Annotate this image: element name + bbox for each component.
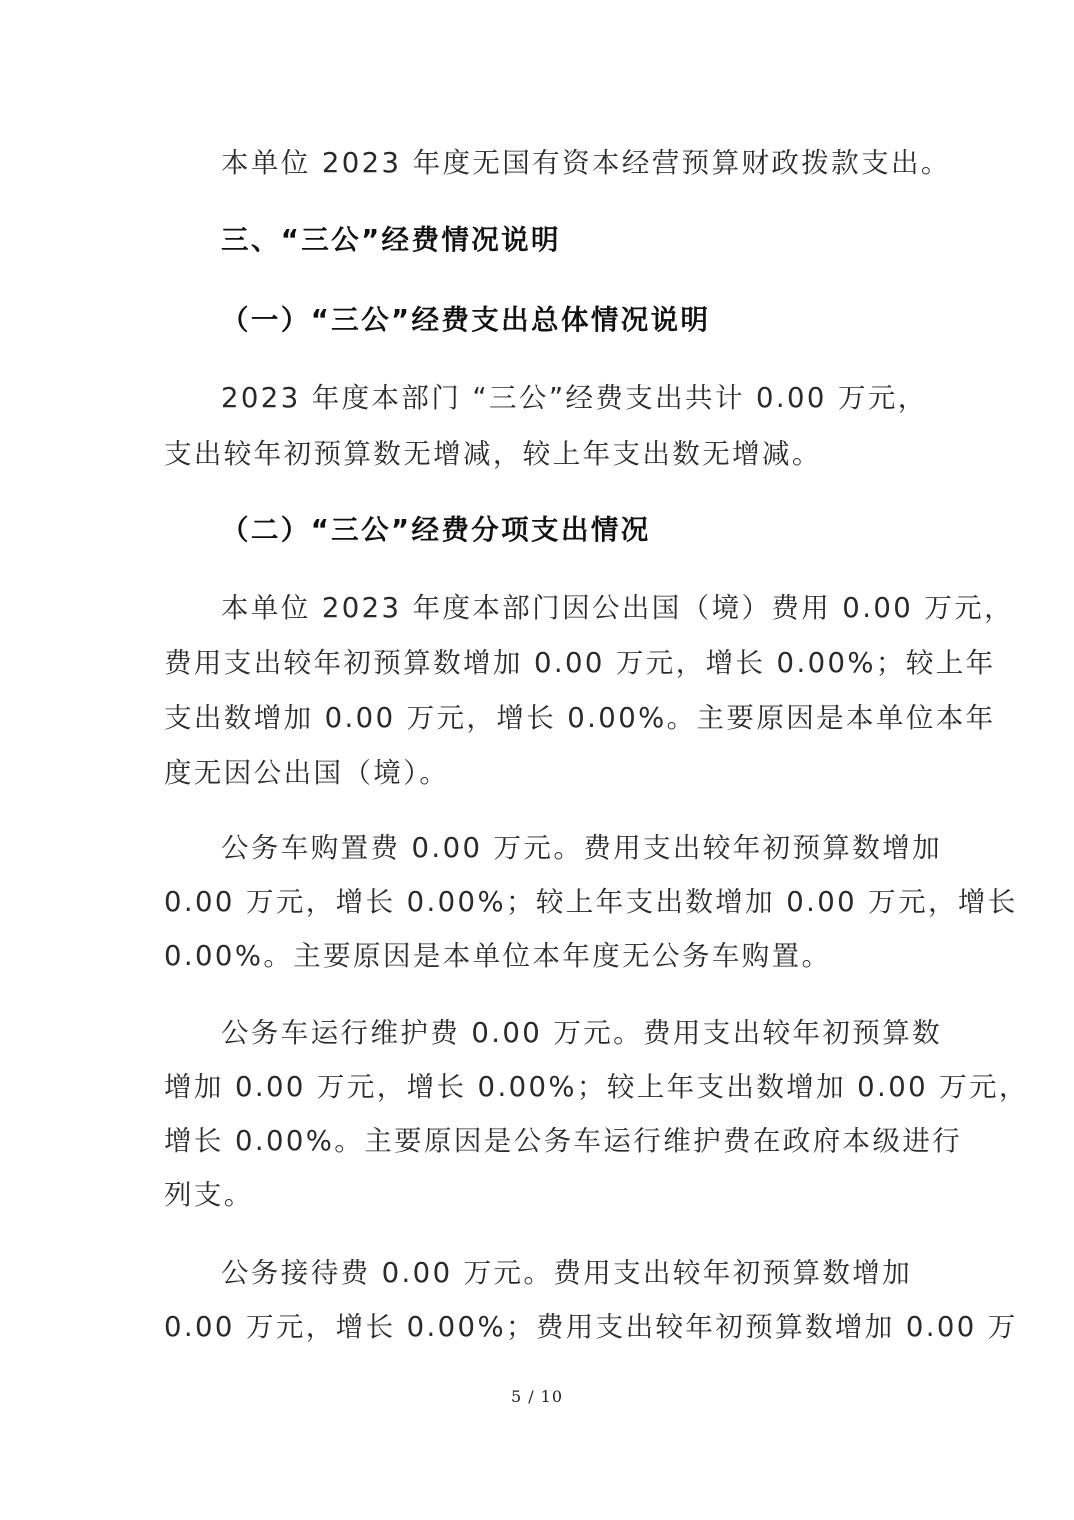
paragraph-line: 2023 年度本部门 “三公”经费支出共计 0.00 万元， (221, 382, 928, 414)
paragraph-line: 支出数增加 0.00 万元，增长 0.00%。主要原因是本单位本年 (164, 702, 996, 734)
paragraph-line: 列支。 (164, 1179, 254, 1211)
page-number: 5 / 10 (510, 1387, 564, 1406)
paragraph-line: 公务接待费 0.00 万元。费用支出较年初预算数增加 (221, 1257, 913, 1289)
subsection-heading: （一）“三公”经费支出总体情况说明 (221, 304, 711, 336)
paragraph-line: 0.00 万元，增长 0.00%；费用支出较年初预算数增加 0.00 万 (164, 1311, 1018, 1343)
paragraph-line: 公务车运行维护费 0.00 万元。费用支出较年初预算数 (221, 1017, 943, 1049)
paragraph-line: 增加 0.00 万元，增长 0.00%；较上年支出数增加 0.00 万元， (164, 1071, 1029, 1103)
paragraph-line: 本单位 2023 年度无国有资本经营预算财政拨款支出。 (221, 147, 951, 179)
subsection-heading: （二）“三公”经费分项支出情况 (221, 514, 651, 546)
paragraph-line: 增长 0.00%。主要原因是公务车运行维护费在政府本级进行 (164, 1125, 963, 1157)
paragraph-line: 公务车购置费 0.00 万元。费用支出较年初预算数增加 (221, 832, 943, 864)
section-heading: 三、“三公”经费情况说明 (221, 224, 561, 256)
paragraph-line: 本单位 2023 年度本部门因公出国（境）费用 0.00 万元， (221, 592, 1014, 624)
paragraph-line: 0.00%。主要原因是本单位本年度无公务车购置。 (164, 940, 832, 972)
paragraph-line: 支出较年初预算数无增减，较上年支出数无增减。 (164, 438, 822, 470)
paragraph-line: 度无因公出国（境）。 (164, 757, 450, 789)
paragraph-line: 0.00 万元，增长 0.00%；较上年支出数增加 0.00 万元，增长 (164, 886, 1018, 918)
paragraph-line: 费用支出较年初预算数增加 0.00 万元，增长 0.00%；较上年 (164, 647, 996, 679)
